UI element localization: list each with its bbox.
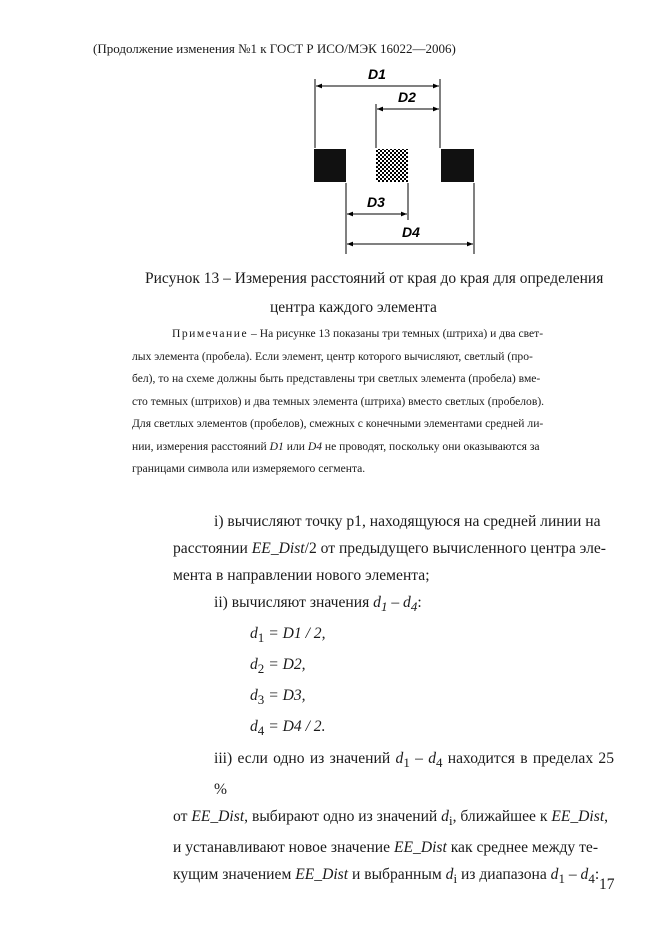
- note-line: Для светлых элементов (пробелов), смежных с конечными элементами средней ли-: [132, 417, 544, 430]
- formula: $d_2 = D2$,: [250, 656, 306, 677]
- checkered-module-center: [376, 149, 408, 182]
- label-d4: D4: [402, 224, 420, 240]
- note-text: – На рисунке 13 показаны три темных (штриха) и два свет-: [248, 327, 544, 340]
- step-iii-line: iii) если одно из значений $d_1 - d_4$ находится в пределах 25 %: [214, 749, 614, 798]
- page-header: (Продолжение изменения №1 к ГОСТ Р ИСО/МЭК 16022—2006): [93, 41, 456, 56]
- figure-note: [132, 323, 612, 481]
- figure-caption-line2: центра каждого элемента: [270, 299, 437, 316]
- step-i-line: мента в направлении нового элемента;: [173, 567, 430, 584]
- label-d2: D2: [398, 89, 416, 105]
- note-line: лых элемента (пробела). Если элемент, центр которого вычисляют, светлый (про-: [132, 349, 533, 363]
- figure-13-diagram: [0, 0, 661, 265]
- label-d1: D1: [368, 66, 386, 82]
- step-ii: ii) вычисляют значения $d_1 - d_4$:: [214, 594, 422, 615]
- step-iii-line: от EE_Dist, выбирают одно из значений $d_i$, ближайшее к EE_Dist,: [173, 807, 609, 828]
- step-i-line: расстоянии EE_Dist/2 от предыдущего вычисленного центра эле-: [173, 540, 606, 557]
- label-d3: D3: [367, 194, 385, 210]
- note-line: бел), то на схеме должны быть представлены три светлых элемента (пробела) вме-: [132, 372, 541, 385]
- page-number: 17: [599, 876, 615, 893]
- step-iii-line: и устанавливают новое значение EE_Dist как среднее между те-: [173, 838, 599, 856]
- note-line: сто темных (штрихов) и два темных элемента (штриха) вместо светлых (пробелов).: [132, 394, 545, 408]
- dark-module-right: [441, 149, 474, 182]
- step-i-line: i) вычисляют точку p1, находящуюся на средней линии на: [214, 513, 601, 530]
- dark-module-left: [314, 149, 346, 182]
- note-label: Примечание: [172, 327, 249, 340]
- body-text: [173, 508, 614, 892]
- step-iii-line: кущим значением EE_Dist и выбранным $d_i$ из диапазона $d_1 - d_4$:: [173, 865, 600, 886]
- formula: $d_3 = D3$,: [250, 687, 306, 708]
- note-line: границами символа или измеряемого сегмента.: [132, 462, 366, 475]
- formula: $d_1 = D1 / 2$,: [250, 625, 326, 646]
- note-line: нии, измерения расстояний D1 или D4 не проводят, поскольку они оказываются за: [132, 439, 540, 453]
- figure-caption-line1: Рисунок 13 – Измерения расстояний от края до края для определения: [145, 270, 604, 287]
- formula: $d_4 = D4 / 2$.: [250, 718, 326, 739]
